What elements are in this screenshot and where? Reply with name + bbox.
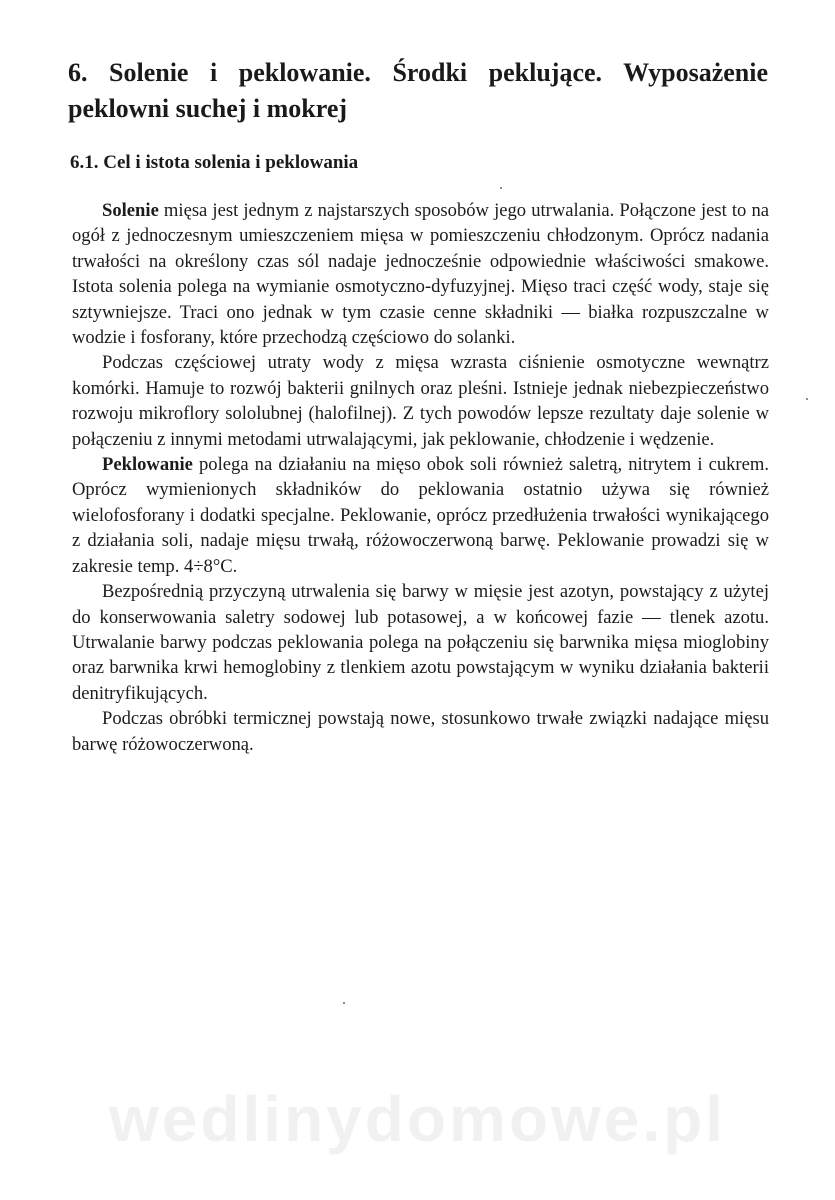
paragraph-osmotic-pressure [72, 350, 769, 452]
watermark-text: wedlinydomowe.pl [109, 1083, 726, 1155]
paragraph-text: Podczas obróbki termicznej powstają nowe, stosunkowo trwałe związki nadające mięsu barwę różowoczerwoną. [72, 708, 769, 755]
scan-speck [500, 187, 502, 189]
body-text [72, 198, 769, 757]
paragraph-color-fixation [72, 579, 769, 706]
term-solenie: Solenie [102, 200, 159, 221]
paragraph-solenie [72, 198, 769, 350]
scan-speck [343, 1002, 345, 1004]
paragraph-thermal-processing [72, 706, 769, 757]
paragraph-peklowanie [72, 452, 769, 579]
paragraph-text: Bezpośrednią przyczyną utrwalenia się barwy w mięsie jest azotyn, powstający z użytej do konserwowania saletry sodowej lub potasowej, a w końcowej fazie — tlenek azotu. Utrwalanie barwy podczas peklowania polega na połączeniu się barwnika mięsa mioglobiny oraz barwnika krwi hemoglobiny z tlenkiem azotu powstającym w wyniku działania bakterii denitryfikujących. [72, 581, 769, 704]
scan-speck [806, 398, 808, 400]
paragraph-text: polega na działaniu na mięso obok soli również saletrą, nitrytem i cukrem. Oprócz wymienionych składników do peklowania ostatnio używa się również wielofosforany i dodatki specjalne. Peklowanie, oprócz przedłużenia trwałości wynikającego z działania soli, nadaje mięsu trwałą, różowoczerwoną barwę. Peklowanie prowadzi się w zakresie temp. 4÷8°C. [72, 454, 769, 577]
paragraph-text: Podczas częściowej utraty wody z mięsa wzrasta ciśnienie osmotyczne wewnątrz komórki. Hamuje to rozwój bakterii gnilnych oraz pleśni. Istnieje jednak niebezpieczeństwo rozwoju mikroflory sololubnej (halofilnej). Z tych powodów lepsze rezultaty daje solenie w połączeniu z innymi metodami utrwalającymi, jak peklowanie, chłodzenie i wędzenie. [72, 352, 769, 450]
section-heading: 6.1. Cel i istota solenia i peklowania [70, 152, 359, 173]
term-peklowanie: Peklowanie [102, 454, 193, 476]
paragraph-text: mięsa jest jednym z najstarszych sposobów jego utrwalania. Połączone jest to na ogół z jednoczesnym umieszczeniem mięsa w pomieszczeniu chłodzonym. Oprócz nadania trwałości na określony czas sól nadaje jednocześnie odpowiednie właściwości smakowe. Istota solenia polega na wymianie osmotyczno-dyfuzyjnej. Mięso traci część wody, staje się sztywniejsze. Traci ono jednak w tym czasie cenne składniki — białka rozpuszczalne w wodzie i fosforany, które przechodzą częściowo do solanki. [72, 200, 769, 349]
chapter-title: 6. Solenie i peklowanie. Środki peklujące. Wyposażenie peklowni suchej i mokrej [68, 58, 768, 123]
